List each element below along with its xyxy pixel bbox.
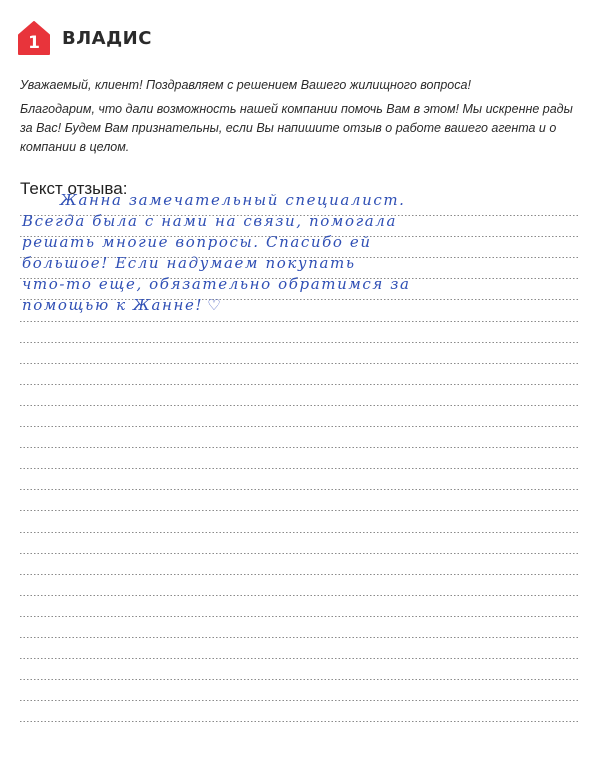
review-line: решать многие вопросы. Спасибо ей [22, 233, 372, 251]
handwritten-review [20, 190, 580, 316]
intro-body-text: Благодарим, что дали возможность нашей компании помочь Вам в этом! Мы искренне рады за Вас! Будем Вам признательны, если Вы напишите отзыв о работе вашего агента и о компании в целом. [20, 102, 573, 154]
review-line: большое! Если надумаем покупать [22, 254, 356, 272]
logo-digit: 1 [28, 33, 40, 53]
review-line: Всегда была с нами на связи, помогала [22, 212, 397, 230]
ruled-lines [20, 0, 580, 768]
review-line-last [20, 295, 580, 316]
greeting-text: Уважаемый, клиент! Поздравляем с решением Вашего жилищного вопроса! [20, 78, 471, 92]
heart-outline-icon: ♡ [207, 296, 223, 314]
review-line: что-то еще, обязательно обратимся за [22, 275, 411, 293]
review-line-text: помощью к Жанне! [22, 296, 204, 314]
review-title: Текст отзыва: [20, 179, 128, 198]
review-line: Жанна замечательный специалист. [60, 191, 406, 209]
brand-name: ВЛАДИС [62, 27, 152, 49]
